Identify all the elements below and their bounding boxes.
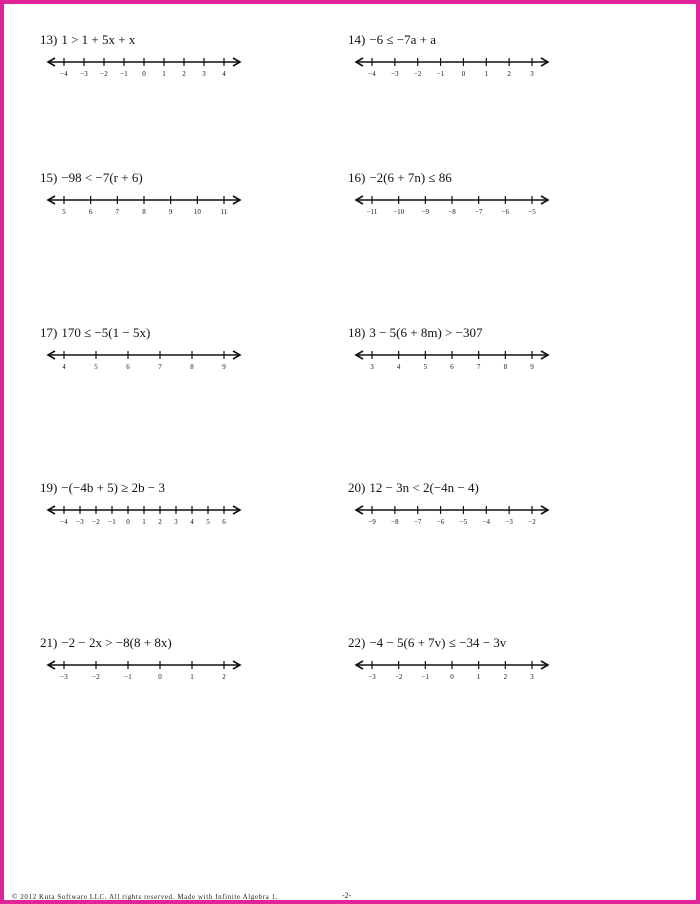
problem-15 [40,170,280,230]
problem-number: 14) [348,32,366,47]
tick-label: 3 [530,70,534,78]
problem-text [40,32,135,48]
problem-text [40,170,143,186]
problem-expression: −6 ≤ −7a + a [369,32,437,47]
problem-number: 22) [348,635,366,650]
tick-label: −2 [100,70,108,78]
number-line [40,498,240,532]
tick-label: 2 [507,70,511,78]
tick-label: −1 [421,673,430,681]
tick-label: −3 [76,518,84,526]
problem-text [348,325,482,341]
number-line [348,343,548,377]
tick-label: 1 [142,518,146,526]
problem-22 [348,635,588,695]
tick-label: 7 [115,208,120,216]
problem-expression: −4 − 5(6 + 7v) ≤ −34 − 3v [369,635,507,650]
problem-18 [348,325,588,385]
number-line [40,343,240,377]
problem-text [348,635,506,651]
tick-label: −5 [459,518,468,526]
problem-number: 20) [348,480,366,495]
problem-text [40,480,165,496]
problem-number: 17) [40,325,58,340]
tick-label: 0 [461,70,466,78]
tick-label: 5 [62,208,66,216]
problem-number: 21) [40,635,58,650]
problem-21 [40,635,280,695]
tick-label: −4 [60,518,68,526]
problem-text [348,170,452,186]
tick-label: 8 [190,363,194,371]
tick-label: 10 [193,208,201,216]
problem-number: 19) [40,480,58,495]
problem-number: 13) [40,32,58,47]
tick-label: −9 [421,208,430,216]
tick-label: −4 [482,518,491,526]
tick-label: −6 [501,208,510,216]
tick-label: 4 [222,70,226,78]
problem-expression: 12 − 3n < 2(−4n − 4) [369,480,479,495]
tick-label: 1 [484,70,489,78]
tick-label: 4 [190,518,194,526]
tick-label: −5 [528,208,536,216]
number-line [348,188,548,222]
number-line [348,653,548,687]
tick-label: −2 [92,673,100,681]
tick-label: 9 [530,363,534,371]
tick-label: 11 [220,208,228,216]
tick-label: 3 [370,363,374,371]
tick-label: −3 [60,673,68,681]
number-line [40,50,240,84]
number-line [348,498,548,532]
tick-label: −3 [505,518,513,526]
tick-label: −4 [368,70,376,78]
tick-label: −7 [413,518,422,526]
tick-label: 3 [530,673,534,681]
problem-17 [40,325,280,385]
problem-expression: −2(6 + 7n) ≤ 86 [369,170,452,185]
problem-expression: 170 ≤ −5(1 − 5x) [61,325,151,340]
problem-14 [348,32,588,92]
tick-label: −3 [80,70,88,78]
tick-label: 5 [206,518,210,526]
tick-label: 0 [126,518,130,526]
number-line [40,653,240,687]
tick-label: 2 [222,673,226,681]
tick-label: −6 [436,518,445,526]
tick-label: 5 [423,363,428,371]
tick-label: −1 [108,518,116,526]
problem-20 [348,480,588,540]
page-number: -2- [342,891,352,900]
tick-label: −10 [393,208,405,216]
tick-label: 2 [158,518,162,526]
tick-label: 8 [503,363,508,371]
problem-expression: −(−4b + 5) ≥ 2b − 3 [61,480,165,495]
tick-label: −8 [448,208,456,216]
problem-16 [348,170,588,230]
problem-text [40,635,172,651]
tick-label: 1 [190,673,194,681]
tick-label: −4 [60,70,68,78]
tick-label: 8 [142,208,146,216]
problem-expression: 1 > 1 + 5x + x [61,32,136,47]
tick-label: −2 [92,518,100,526]
tick-label: 6 [222,518,226,526]
tick-label: −7 [474,208,483,216]
tick-label: −2 [528,518,536,526]
tick-label: 2 [503,673,508,681]
tick-label: 2 [182,70,186,78]
problem-19 [40,480,280,540]
tick-label: −9 [368,518,376,526]
tick-label: 4 [396,363,401,371]
tick-label: 4 [62,363,66,371]
tick-label: 3 [174,518,178,526]
tick-label: 9 [168,208,173,216]
tick-label: 0 [450,673,454,681]
tick-label: −1 [120,70,128,78]
tick-label: −2 [413,70,422,78]
copyright-notice: © 2012 Kuta Software LLC. All rights reserved. Made with Infinite Algebra 1. [12,893,279,901]
problem-expression: 3 − 5(6 + 8m) > −307 [369,325,483,340]
number-line [40,188,240,222]
problem-number: 18) [348,325,366,340]
tick-label: 6 [450,363,454,371]
problem-number: 16) [348,170,366,185]
tick-label: 1 [162,70,166,78]
tick-label: 0 [158,673,162,681]
tick-label: −8 [391,518,399,526]
tick-label: −3 [391,70,399,78]
tick-label: 0 [142,70,146,78]
problem-text [348,32,436,48]
problem-number: 15) [40,170,58,185]
tick-label: −11 [366,208,378,216]
problem-expression: −2 − 2x > −8(8 + 8x) [61,635,172,650]
tick-label: 6 [126,363,130,371]
tick-label: −1 [436,70,445,78]
tick-label: −2 [394,673,403,681]
tick-label: 5 [94,363,98,371]
problem-text [348,480,479,496]
tick-label: 3 [202,70,206,78]
tick-label: −1 [124,673,132,681]
tick-label: 7 [476,363,481,371]
tick-label: 6 [88,208,93,216]
tick-label: −3 [368,673,376,681]
problem-text [40,325,150,341]
number-line [348,50,548,84]
tick-label: 7 [158,363,162,371]
tick-label: 1 [476,673,481,681]
problem-expression: −98 < −7(r + 6) [61,170,143,185]
problem-13 [40,32,280,92]
tick-label: 9 [222,363,226,371]
